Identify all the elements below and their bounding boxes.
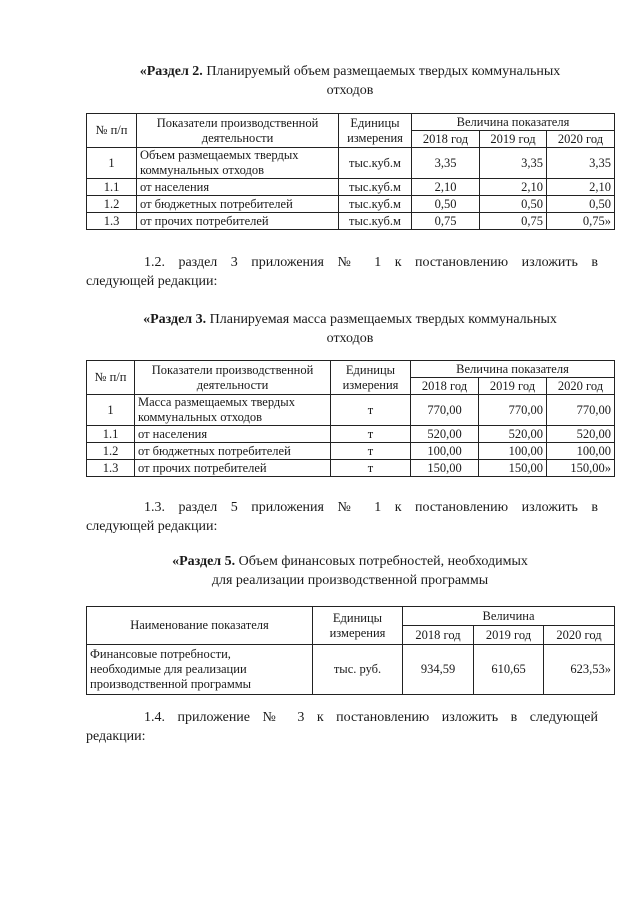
row-value: 2,10 xyxy=(547,179,615,196)
section2-heading-line2: отходов xyxy=(326,83,374,98)
row-value: 0,50 xyxy=(547,196,615,213)
header-year: 2018 год xyxy=(412,131,480,148)
paragraph-line: следующей редакции: xyxy=(86,519,218,534)
row-value: 3,35 xyxy=(547,148,615,179)
header-year: 2018 год xyxy=(403,626,474,645)
header-year: 2020 год xyxy=(544,626,615,645)
row-unit: т xyxy=(331,395,411,426)
row-unit: тыс.куб.м xyxy=(339,213,412,230)
row-value: 934,59 xyxy=(403,645,474,695)
header-value: Величина xyxy=(403,607,615,626)
header-year: 2018 год xyxy=(411,378,479,395)
row-value: 150,00 xyxy=(479,460,547,477)
header-year: 2019 год xyxy=(479,378,547,395)
header-units: Единицы измерения xyxy=(313,607,403,645)
row-unit: т xyxy=(331,460,411,477)
paragraph-line: следующей редакции: xyxy=(86,274,218,289)
paragraph-line: редакции: xyxy=(86,729,146,744)
row-name: Объем размещаемых твердых коммунальных отходов xyxy=(137,148,339,179)
table-row xyxy=(87,443,615,460)
row-name: от населения xyxy=(137,179,339,196)
row-value: 3,35 xyxy=(412,148,480,179)
header-value: Величина показателя xyxy=(412,114,615,131)
row-value: 100,00 xyxy=(547,443,615,460)
header-year: 2020 год xyxy=(547,378,615,395)
header-value: Величина показателя xyxy=(411,361,615,378)
paragraph-line: 1.3. раздел 5 приложения № 1 к постановлению изложить в xyxy=(144,500,598,515)
row-value: 770,00 xyxy=(479,395,547,426)
row-value: 520,00 xyxy=(547,426,615,443)
row-value: 0,50 xyxy=(412,196,480,213)
table-row xyxy=(87,196,615,213)
section2-heading-text: Планируемый объем размещаемых твердых коммунальных xyxy=(202,64,561,79)
header-indicator: Показатели производственной деятельности xyxy=(137,114,339,148)
row-value: 0,75 xyxy=(412,213,480,230)
row-no: 1 xyxy=(87,148,137,179)
header-indicator: Показатели производственной деятельности xyxy=(135,361,331,395)
row-value: 623,53» xyxy=(544,645,615,695)
paragraph-1-3 xyxy=(86,498,598,536)
header-name: Наименование показателя xyxy=(87,607,313,645)
row-unit: тыс. руб. xyxy=(313,645,403,695)
row-value: 2,10 xyxy=(412,179,480,196)
row-unit: тыс.куб.м xyxy=(339,179,412,196)
section5-heading xyxy=(60,552,640,590)
section3-table xyxy=(86,360,615,477)
table-row xyxy=(87,179,615,196)
row-no: 1.1 xyxy=(87,179,137,196)
table-row xyxy=(87,460,615,477)
row-name: от бюджетных потребителей xyxy=(137,196,339,213)
row-value: 100,00 xyxy=(479,443,547,460)
section3-heading-text: Планируемая масса размещаемых твердых коммунальных xyxy=(206,312,557,327)
section2-heading-bold: «Раздел 2. xyxy=(139,64,203,79)
section3-heading-line2: отходов xyxy=(326,331,374,346)
row-value: 0,50 xyxy=(480,196,547,213)
paragraph-1-2 xyxy=(86,253,598,291)
row-value: 150,00 xyxy=(411,460,479,477)
section2-heading xyxy=(60,62,640,100)
row-unit: т xyxy=(331,443,411,460)
row-unit: тыс.куб.м xyxy=(339,196,412,213)
row-name: Масса размещаемых твердых коммунальных отходов xyxy=(135,395,331,426)
row-value: 0,75» xyxy=(547,213,615,230)
section5-heading-bold: «Раздел 5. xyxy=(172,554,236,569)
header-year: 2019 год xyxy=(474,626,544,645)
table-row xyxy=(87,426,615,443)
row-name: от бюджетных потребителей xyxy=(135,443,331,460)
row-no: 1.3 xyxy=(87,213,137,230)
row-value: 2,10 xyxy=(480,179,547,196)
row-value: 770,00 xyxy=(547,395,615,426)
row-no: 1.2 xyxy=(87,443,135,460)
section3-heading-bold: «Раздел 3. xyxy=(143,312,207,327)
row-name: от населения xyxy=(135,426,331,443)
row-value: 770,00 xyxy=(411,395,479,426)
section3-heading xyxy=(60,310,640,348)
header-no: № п/п xyxy=(87,114,137,148)
row-name: от прочих потребителей xyxy=(135,460,331,477)
table-row xyxy=(87,645,615,695)
paragraph-line: 1.4. приложение № 3 к постановлению изложить в следующей xyxy=(144,710,598,725)
row-name: Финансовые потребности, необходимые для реализации производственной программы xyxy=(87,645,313,695)
header-year: 2020 год xyxy=(547,131,615,148)
table-row xyxy=(87,213,615,230)
row-value: 0,75 xyxy=(480,213,547,230)
table-row xyxy=(87,148,615,179)
section2-table xyxy=(86,113,615,230)
row-unit: тыс.куб.м xyxy=(339,148,412,179)
table-row xyxy=(87,395,615,426)
section5-heading-line2: для реализации производственной программы xyxy=(211,573,489,588)
row-name: от прочих потребителей xyxy=(137,213,339,230)
header-units: Единицы измерения xyxy=(339,114,412,148)
header-no: № п/п xyxy=(87,361,135,395)
row-value: 150,00» xyxy=(547,460,615,477)
section5-heading-text: Объем финансовых потребностей, необходимых xyxy=(235,554,528,569)
section5-table xyxy=(86,606,615,695)
row-value: 520,00 xyxy=(411,426,479,443)
header-year: 2019 год xyxy=(480,131,547,148)
paragraph-line: 1.2. раздел 3 приложения № 1 к постановлению изложить в xyxy=(144,255,598,270)
header-units: Единицы измерения xyxy=(331,361,411,395)
row-value: 610,65 xyxy=(474,645,544,695)
paragraph-1-4 xyxy=(86,708,598,746)
row-value: 3,35 xyxy=(480,148,547,179)
row-unit: т xyxy=(331,426,411,443)
row-no: 1.2 xyxy=(87,196,137,213)
row-no: 1.3 xyxy=(87,460,135,477)
row-value: 520,00 xyxy=(479,426,547,443)
row-value: 100,00 xyxy=(411,443,479,460)
row-no: 1 xyxy=(87,395,135,426)
row-no: 1.1 xyxy=(87,426,135,443)
